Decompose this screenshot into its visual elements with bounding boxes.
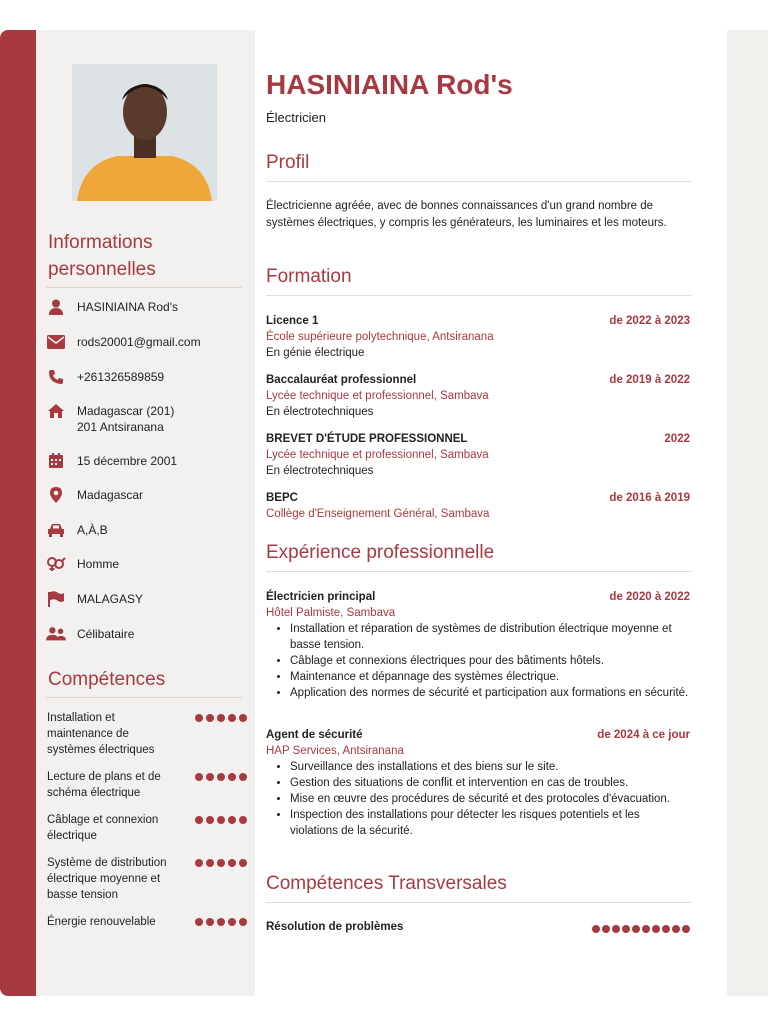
formation-entry xyxy=(266,313,690,361)
formation-institution: Collège d'Enseignement Général, Sambava xyxy=(266,508,490,520)
experience-dates: de 2020 à 2022 xyxy=(609,591,690,603)
calendar-icon xyxy=(46,453,66,469)
gender-icon xyxy=(46,556,66,572)
skills-divider xyxy=(46,697,242,698)
experience-title: Agent de sécurité xyxy=(266,729,363,741)
formation-detail: En génie électrique xyxy=(266,347,365,359)
envelope-icon xyxy=(46,334,66,350)
info-heading xyxy=(48,229,156,283)
experience-bullets xyxy=(266,759,690,839)
info-license-text: A,À,B xyxy=(77,523,108,537)
car-icon xyxy=(46,522,66,538)
info-name-text: HASINIAINA Rod's xyxy=(77,300,178,314)
page-margin xyxy=(727,30,768,996)
formation-title: BREVET D'ÉTUDE PROFESSIONNEL xyxy=(266,433,468,445)
formation-entry xyxy=(266,490,690,522)
accent-bar xyxy=(0,30,36,996)
formation-detail: En électrotechniques xyxy=(266,465,374,477)
formation-divider xyxy=(266,295,692,296)
phone-icon xyxy=(46,369,66,385)
profile-heading: Profil xyxy=(266,152,310,173)
info-birthdate xyxy=(46,453,177,469)
skill-label: Câblage et connexion électrique xyxy=(47,814,159,842)
candidate-name: HASINIAINA Rod's xyxy=(266,69,513,100)
cv-page xyxy=(0,30,727,996)
skill-label: Énergie renouvelable xyxy=(47,916,156,928)
info-location xyxy=(46,487,143,503)
skill-rating xyxy=(195,769,247,801)
skill-item xyxy=(47,914,247,930)
profile-photo xyxy=(72,64,217,201)
map-marker-icon xyxy=(46,487,66,503)
info-heading-line1: Informations xyxy=(48,232,153,253)
formation-institution: Lycée technique et professionnel, Sambava xyxy=(266,449,489,461)
formation-dates: de 2016 à 2019 xyxy=(609,492,690,504)
info-birthdate-text: 15 décembre 2001 xyxy=(77,454,178,468)
info-license xyxy=(46,522,108,538)
info-marital-status-text: Célibataire xyxy=(77,627,135,641)
formation-detail: En électrotechniques xyxy=(266,406,374,418)
experience-bullets xyxy=(266,621,690,701)
info-phone xyxy=(46,369,164,385)
info-nationality-text: MALAGASY xyxy=(77,592,144,606)
skill-item xyxy=(47,812,247,844)
experience-company: HAP Services, Antsiranana xyxy=(266,745,404,757)
info-nationality xyxy=(46,591,143,607)
transversal-skill-rating xyxy=(592,921,690,933)
job-title: Électricien xyxy=(266,110,326,125)
formation-title: Baccalauréat professionnel xyxy=(266,374,417,386)
info-name xyxy=(46,299,178,315)
experience-bullet: • Application des normes de sécurité et participation aux formations en sécurité. xyxy=(290,685,690,701)
transversal-heading: Compétences Transversales xyxy=(266,873,507,894)
transversal-divider xyxy=(266,902,692,903)
skills-heading: Compétences xyxy=(48,669,166,690)
skill-rating xyxy=(195,855,247,903)
info-location-text: Madagascar xyxy=(77,488,144,502)
flag-icon xyxy=(46,591,66,607)
formation-title: BEPC xyxy=(266,492,298,504)
info-email xyxy=(46,334,201,350)
info-email-text: rods20001@gmail.com xyxy=(77,335,201,349)
experience-company: Hôtel Palmiste, Sambava xyxy=(266,607,396,619)
formation-heading: Formation xyxy=(266,266,352,287)
experience-bullet: • Mise en œuvre des procédures de sécurité et des protocoles d'évacuation. xyxy=(290,791,690,807)
skill-item xyxy=(47,710,247,758)
experience-entry xyxy=(266,727,690,839)
skill-item xyxy=(47,769,247,801)
formation-entry xyxy=(266,372,690,420)
formation-entry xyxy=(266,431,690,479)
skill-rating xyxy=(195,710,247,758)
formation-title: Licence 1 xyxy=(266,315,319,327)
experience-bullet: • Surveillance des installations et des biens sur le site. xyxy=(290,759,690,775)
transversal-skill xyxy=(266,921,690,933)
users-icon xyxy=(46,626,66,642)
formation-institution: Lycée technique et professionnel, Sambava xyxy=(266,390,489,402)
experience-bullet: • Câblage et connexions électriques pour des bâtiments hôtels. xyxy=(290,653,690,669)
formation-dates: de 2022 à 2023 xyxy=(609,315,690,327)
info-phone-text: +261326589859 xyxy=(77,370,165,384)
formation-dates: de 2019 à 2022 xyxy=(609,374,690,386)
experience-dates: de 2024 à ce jour xyxy=(597,729,690,741)
profile-divider xyxy=(266,181,692,182)
experience-bullet: • Inspection des installations pour détecter les risques potentiels et les violations de la sécurité. xyxy=(290,807,690,839)
experience-title: Électricien principal xyxy=(266,591,376,603)
info-heading-line2: personnelles xyxy=(48,259,156,280)
info-address-line1: Madagascar (201) xyxy=(77,404,175,418)
formation-institution: École supérieure polytechnique, Antsiranana xyxy=(266,331,494,343)
experience-divider xyxy=(266,571,692,572)
info-address-line2: 201 Antsiranana xyxy=(77,420,164,434)
skill-rating xyxy=(195,812,247,844)
skill-label: Lecture de plans et de schéma électrique xyxy=(47,771,161,799)
home-icon xyxy=(46,403,66,419)
experience-bullet: • Gestion des situations de conflit et intervention en cas de troubles. xyxy=(290,775,690,791)
experience-bullet: • Maintenance et dépannage des systèmes électrique. xyxy=(290,669,690,685)
skill-rating xyxy=(195,914,247,930)
skill-label: Installation et maintenance de systèmes électriques xyxy=(47,712,155,756)
formation-dates: 2022 xyxy=(664,433,690,445)
transversal-skill-label: Résolution de problèmes xyxy=(266,921,404,933)
experience-heading: Expérience professionnelle xyxy=(266,542,495,563)
info-marital-status xyxy=(46,626,134,642)
skill-label: Système de distribution électrique moyenne et basse tension xyxy=(47,857,167,901)
skill-item xyxy=(47,855,247,903)
info-gender-text: Homme xyxy=(77,557,120,571)
user-icon xyxy=(46,299,66,315)
info-divider xyxy=(46,287,242,288)
info-address xyxy=(46,403,174,435)
experience-entry xyxy=(266,589,690,701)
experience-bullet: • Installation et réparation de systèmes de distribution électrique moyenne et basse tension. xyxy=(290,621,690,653)
profile-text: Électricienne agréée, avec de bonnes connaissances d'un grand nombre de systèmes électriques, y compris les générateurs, les luminaires et les moteurs. xyxy=(266,200,667,229)
info-gender xyxy=(46,556,119,572)
